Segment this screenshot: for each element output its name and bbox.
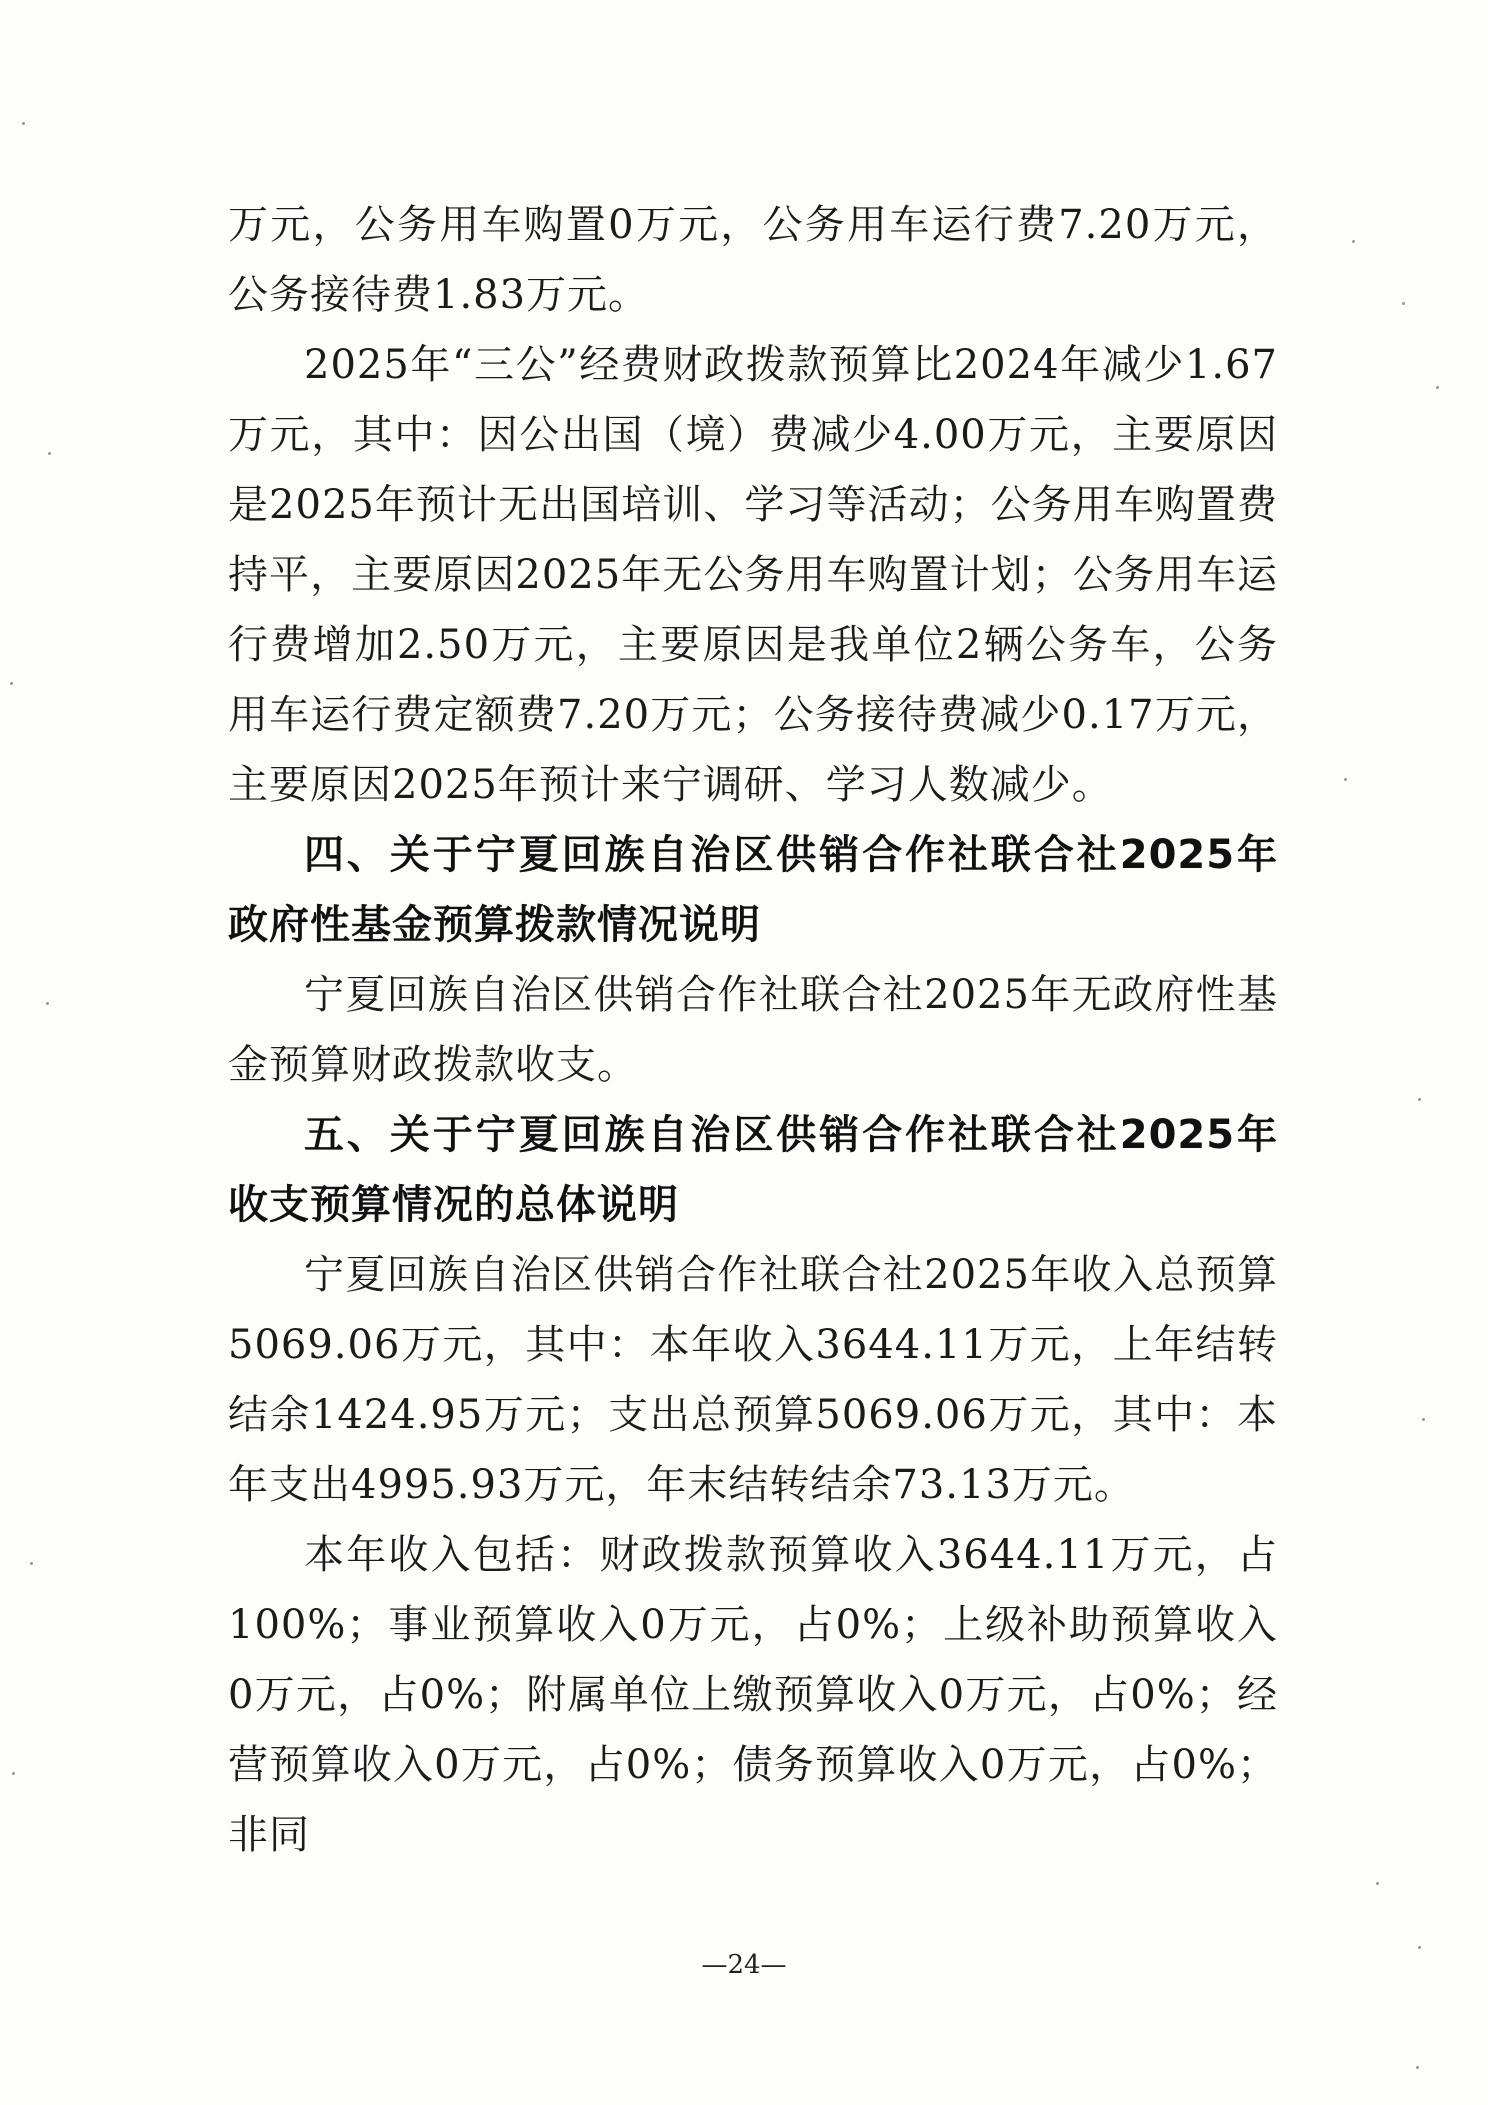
scan-speck: [1418, 1946, 1421, 1949]
scan-speck: [12, 1772, 15, 1775]
paragraph-overall-budget: 宁夏回族自治区供销合作社联合社2025年收入总预算5069.06万元，其中：本年收入3644.11万元，上年结转结余1424.95万元；支出总预算5069.06万元，其中：本年支出4995.93万元，年末结转结余73.13万元。: [228, 1252, 1278, 1508]
paragraph-government-fund-budget: 宁夏回族自治区供销合作社联合社2025年无政府性基金预算财政拨款收支。: [228, 972, 1278, 1088]
scan-speck: [30, 1562, 33, 1565]
scan-speck: [22, 122, 25, 125]
paragraph-three-public-expenses-comparison: 2025年“三公”经费财政拨款预算比2024年减少1.67万元，其中：因公出国（境）费减少4.00万元，主要原因是2025年预计无出国培训、学习等活动；公务用车购置费持平，主要原因2025年无公务用车购置计划；公务用车运行费增加2.50万元，主要原因是我单位2辆公务车，公务用车运行费定额费7.20万元；公务接待费减少0.17万元，主要原因2025年预计来宁调研、学习人数减少。: [228, 342, 1278, 808]
document-body: [228, 190, 1278, 1870]
section-heading-overall-budget: 五、关于宁夏回族自治区供销合作社联合社2025年收支预算情况的总体说明: [228, 1112, 1278, 1228]
scan-speck: [1422, 1418, 1425, 1421]
scan-speck: [1344, 778, 1347, 781]
scan-speck: [1416, 2066, 1419, 2069]
page-number: —24—: [701, 1950, 787, 1980]
scan-speck: [1352, 240, 1355, 243]
scan-speck: [1418, 1098, 1421, 1101]
scan-speck: [48, 452, 51, 455]
scan-speck: [1376, 1882, 1379, 1885]
paragraph-three-public-expenses-continued: 万元，公务用车购置0万元，公务用车运行费7.20万元，公务接待费1.83万元。: [228, 202, 1278, 318]
section-heading-government-fund-budget: 四、关于宁夏回族自治区供销合作社联合社2025年政府性基金预算拨款情况说明: [228, 832, 1278, 948]
scan-speck: [1402, 302, 1405, 305]
paragraph-income-breakdown: 本年收入包括：财政拨款预算收入3644.11万元，占100%；事业预算收入0万元，占0%；上级补助预算收入0万元，占0%；附属单位上缴预算收入0万元，占0%；经营预算收入0万元，占0%；债务预算收入0万元，占0%；非同: [228, 1532, 1278, 1858]
scan-speck: [1436, 386, 1439, 389]
scan-speck: [46, 1002, 49, 1005]
scan-speck: [10, 682, 13, 685]
